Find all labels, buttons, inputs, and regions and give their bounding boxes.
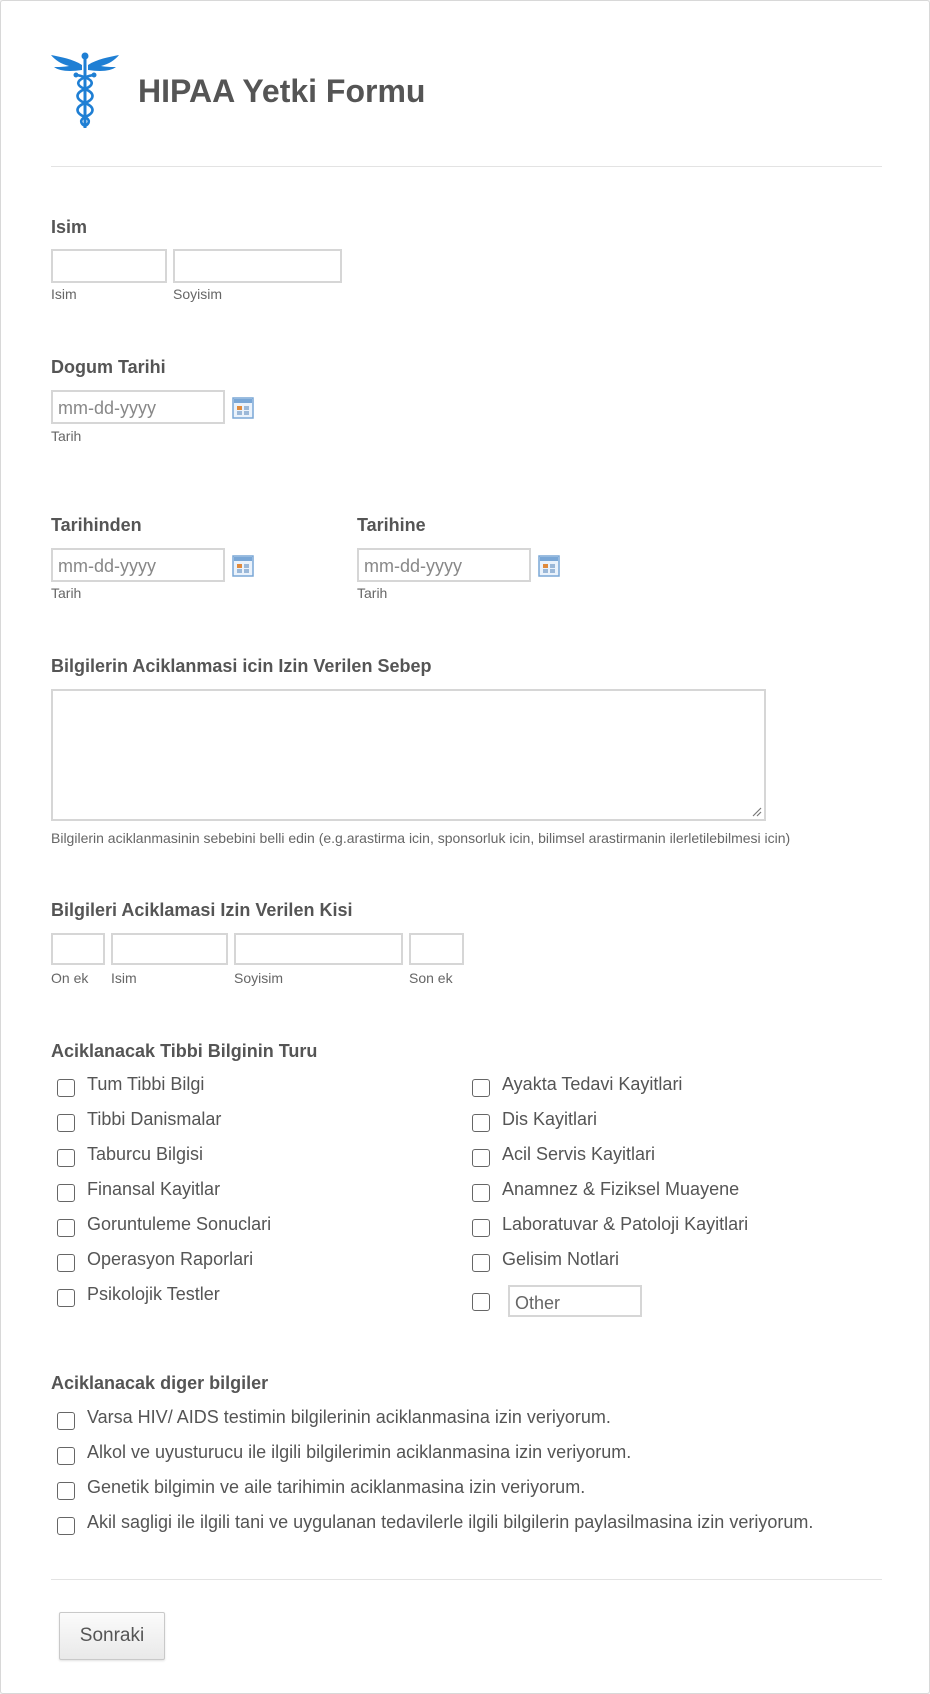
checkbox[interactable] bbox=[57, 1114, 75, 1132]
option-label[interactable]: Psikolojik Testler bbox=[87, 1284, 220, 1304]
first-name-input[interactable] bbox=[51, 249, 167, 283]
reason-textarea[interactable] bbox=[51, 689, 766, 821]
option-label[interactable]: Goruntuleme Sonuclari bbox=[87, 1214, 272, 1234]
calendar-icon[interactable] bbox=[538, 555, 560, 577]
option-label[interactable]: Tum Tibbi Bilgi bbox=[87, 1074, 205, 1094]
option-label[interactable]: Acil Servis Kayitlari bbox=[502, 1144, 656, 1164]
birth-date-label: Dogum Tarihi bbox=[51, 357, 166, 377]
checkbox[interactable] bbox=[472, 1079, 490, 1097]
prefix-sublabel: On ek bbox=[51, 970, 89, 986]
checkbox[interactable] bbox=[57, 1079, 75, 1097]
name-label: Isim bbox=[51, 217, 88, 237]
checkbox[interactable] bbox=[472, 1219, 490, 1237]
checkbox[interactable] bbox=[57, 1254, 75, 1272]
person-label: Bilgileri Aciklamasi Izin Verilen Kisi bbox=[51, 900, 353, 920]
consent-option-label[interactable]: Genetik bilgimin ve aile tarihimin aciklanmasina izin veriyorum. bbox=[87, 1477, 586, 1497]
option-label[interactable]: Dis Kayitlari bbox=[502, 1109, 598, 1129]
checkbox[interactable] bbox=[57, 1289, 75, 1307]
to-date-input[interactable]: mm-dd-yyyy bbox=[357, 548, 531, 582]
from-date-sublabel: Tarih bbox=[51, 585, 82, 601]
resize-handle-icon[interactable] bbox=[752, 807, 762, 817]
suffix-sublabel: Son ek bbox=[409, 970, 453, 986]
checkbox[interactable] bbox=[472, 1254, 490, 1272]
from-date-label: Tarihinden bbox=[51, 515, 142, 535]
checkbox[interactable] bbox=[57, 1482, 75, 1500]
option-label[interactable]: Finansal Kayitlar bbox=[87, 1179, 221, 1199]
checkbox[interactable] bbox=[472, 1149, 490, 1167]
to-date-sublabel: Tarih bbox=[357, 585, 388, 601]
form-title: HIPAA Yetki Formu bbox=[138, 73, 426, 109]
calendar-icon[interactable] bbox=[232, 555, 254, 577]
checkbox[interactable] bbox=[472, 1114, 490, 1132]
checkbox[interactable] bbox=[57, 1412, 75, 1430]
other-checkbox[interactable] bbox=[472, 1293, 490, 1311]
header-divider bbox=[51, 166, 882, 167]
last-name-sublabel: Soyisim bbox=[173, 286, 223, 302]
checkbox[interactable] bbox=[57, 1184, 75, 1202]
consent-option-label[interactable]: Alkol ve uyusturucu ile ilgili bilgilerimin aciklanmasina izin veriyorum. bbox=[87, 1442, 632, 1462]
checkbox[interactable] bbox=[57, 1447, 75, 1465]
checkbox[interactable] bbox=[57, 1517, 75, 1535]
to-date-label: Tarihine bbox=[357, 515, 426, 535]
other-info-label: Aciklanacak diger bilgiler bbox=[51, 1373, 269, 1393]
checkbox[interactable] bbox=[472, 1184, 490, 1202]
person-first-name-sublabel: Isim bbox=[111, 970, 137, 986]
other-input[interactable]: Other bbox=[508, 1285, 642, 1317]
next-button[interactable]: Sonraki bbox=[59, 1612, 165, 1660]
prefix-input[interactable] bbox=[51, 933, 105, 965]
person-first-name-input[interactable] bbox=[111, 933, 228, 965]
person-last-name-sublabel: Soyisim bbox=[234, 970, 284, 986]
caduceus-icon bbox=[51, 51, 119, 131]
option-label[interactable]: Gelisim Notlari bbox=[502, 1249, 620, 1269]
option-label[interactable]: Ayakta Tedavi Kayitlari bbox=[502, 1074, 683, 1094]
consent-option-label[interactable]: Varsa HIV/ AIDS testimin bilgilerinin aciklanmasina izin veriyorum. bbox=[87, 1407, 611, 1427]
option-label[interactable]: Operasyon Raporlari bbox=[87, 1249, 254, 1269]
footer-divider bbox=[51, 1579, 882, 1580]
option-label[interactable]: Taburcu Bilgisi bbox=[87, 1144, 204, 1164]
option-label[interactable]: Laboratuvar & Patoloji Kayitlari bbox=[502, 1214, 749, 1234]
person-last-name-input[interactable] bbox=[234, 933, 403, 965]
checkbox[interactable] bbox=[57, 1149, 75, 1167]
birth-date-sublabel: Tarih bbox=[51, 428, 82, 444]
medical-info-label: Aciklanacak Tibbi Bilginin Turu bbox=[51, 1041, 318, 1061]
from-date-input[interactable]: mm-dd-yyyy bbox=[51, 548, 225, 582]
consent-option-label[interactable]: Akil sagligi ile ilgili tani ve uygulanan tedavilerle ilgili bilgilerin paylasilmasina izin veriyorum. bbox=[87, 1512, 814, 1532]
suffix-input[interactable] bbox=[409, 933, 464, 965]
calendar-icon[interactable] bbox=[232, 397, 254, 419]
last-name-input[interactable] bbox=[173, 249, 342, 283]
birth-date-input[interactable]: mm-dd-yyyy bbox=[51, 390, 225, 424]
reason-label: Bilgilerin Aciklanmasi icin Izin Verilen Sebep bbox=[51, 656, 432, 676]
option-label[interactable]: Tibbi Danismalar bbox=[87, 1109, 222, 1129]
reason-help-text: Bilgilerin aciklanmasinin sebebini belli edin (e.g.arastirma icin, sponsorluk icin, bilimsel arastirmanin ilerletilebilmesi icin) bbox=[51, 830, 791, 846]
first-name-sublabel: Isim bbox=[51, 286, 77, 302]
option-label[interactable]: Anamnez & Fiziksel Muayene bbox=[502, 1179, 740, 1199]
checkbox[interactable] bbox=[57, 1219, 75, 1237]
